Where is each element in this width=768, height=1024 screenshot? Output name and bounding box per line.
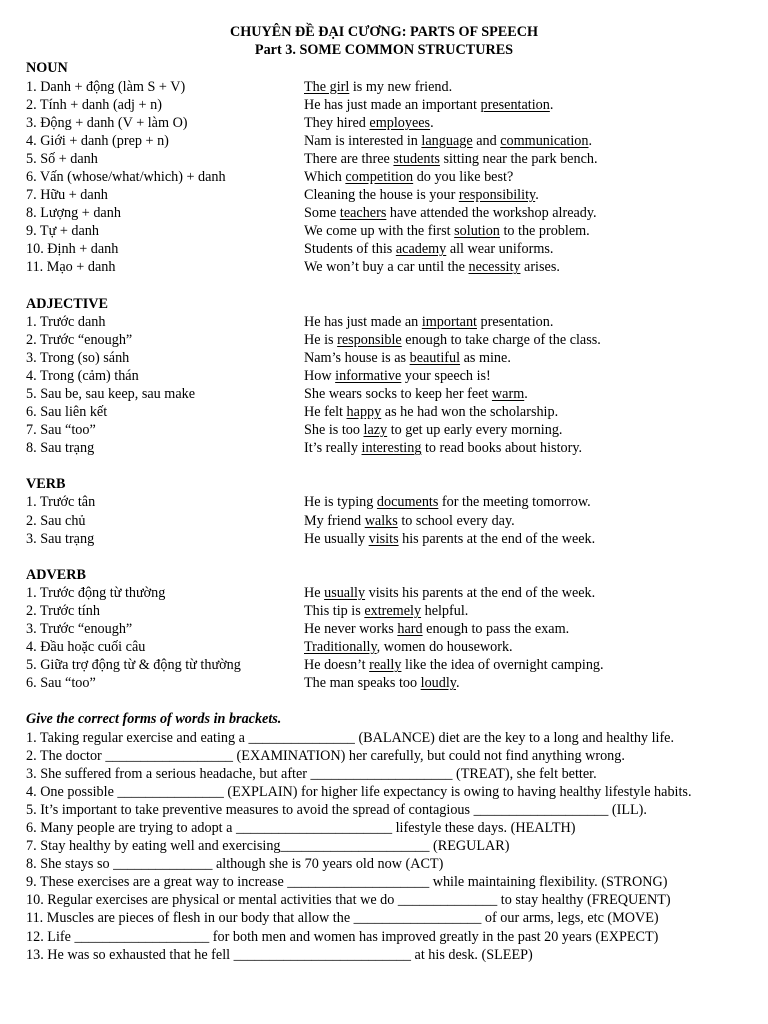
structure-rule: 3. Động + danh (V + làm O) (26, 114, 188, 131)
example-sentence (304, 403, 742, 421)
structure-rule: 8. Sau trạng (26, 440, 95, 457)
sentence-text: do you like best? (413, 168, 514, 185)
highlighted-word: happy (346, 404, 382, 421)
sentence-text: like the idea of overnight camping. (401, 657, 604, 674)
structure-rule: 1. Danh + động (làm S + V) (26, 78, 186, 95)
sentence-text: Nam’s house is as (304, 349, 410, 366)
sentence-text: helpful. (421, 602, 469, 619)
structure-rule: 2. Tính + danh (adj + n) (26, 96, 162, 113)
example-sentence (304, 204, 742, 222)
sentence-text: He felt (304, 404, 347, 421)
structure-row (26, 78, 742, 96)
structure-rule: 6. Sau liên kết (26, 404, 108, 421)
sentence-text: arises. (520, 259, 560, 276)
example-sentence (304, 439, 742, 457)
structure-row (26, 530, 742, 548)
sentence-text: for the meeting tomorrow. (438, 494, 591, 511)
highlighted-word: documents (376, 494, 439, 511)
structure-row (26, 584, 742, 602)
highlighted-word: usually (324, 584, 366, 601)
highlighted-word: informative (335, 367, 402, 384)
highlighted-word: competition (345, 168, 414, 185)
sentence-text: The man speaks too (304, 675, 421, 692)
structure-row (26, 638, 742, 656)
sentence-text: We come up with the first (304, 223, 455, 240)
exercise-item: 8. She stays so ______________ although she is 70 years old now (ACT) (26, 856, 444, 873)
structure-rule: 6. Vấn (whose/what/which) + danh (26, 168, 226, 185)
highlighted-word: communication (500, 132, 589, 149)
structure-row (26, 620, 742, 638)
structure-rule: 10. Định + danh (26, 241, 119, 258)
example-sentence (304, 530, 742, 548)
sentence-text: presentation. (476, 313, 554, 330)
sentence-text: Which (304, 168, 346, 185)
structure-rule: 5. Sau be, sau keep, sau make (26, 386, 196, 402)
example-sentence (304, 638, 742, 656)
example-sentence (304, 620, 742, 638)
structure-rule: 4. Trong (cảm) thán (26, 367, 139, 384)
example-sentence (304, 331, 742, 349)
highlighted-word: language (421, 132, 473, 149)
exercise-item: 11. Muscles are pieces of flesh in our body that allow the __________________ of our arms, legs, etc (MOVE) (26, 910, 659, 927)
sentence-text: enough to take charge of the class. (401, 331, 601, 348)
highlighted-word: presentation (480, 96, 550, 113)
exercise-item: 12. Life ___________________ for both men and women has improved greatly in the past 20 years (EXPECT) (26, 928, 659, 945)
structure-row (26, 114, 742, 132)
section-heading: ADJECTIVE (26, 295, 108, 312)
sentence-text: as mine. (460, 349, 511, 366)
example-sentence (304, 385, 742, 403)
highlighted-word: lazy (363, 422, 388, 439)
highlighted-word: students (393, 150, 440, 167)
structure-row (26, 656, 742, 674)
structure-row (26, 493, 742, 511)
sentence-text: to the problem. (499, 223, 590, 240)
sentence-text: his parents at the end of the week. (398, 530, 596, 547)
structure-rule: 3. Trong (so) sánh (26, 349, 130, 366)
sentence-text: sitting near the park bench. (439, 150, 598, 167)
sentence-text: Some (304, 205, 340, 222)
structure-rule: 5. Số + danh (26, 150, 98, 167)
sentence-text: . (549, 96, 554, 113)
example-sentence (304, 493, 742, 511)
sentence-text: your speech is! (401, 367, 491, 384)
example-sentence (304, 150, 742, 168)
example-sentence (304, 313, 742, 331)
page-subtitle: Part 3. SOME COMMON STRUCTURES (254, 42, 514, 59)
structure-rule: 11. Mạo + danh (26, 259, 116, 276)
example-sentence (304, 78, 742, 96)
structure-row (26, 313, 742, 331)
highlighted-word: extremely (364, 602, 422, 619)
structures-sections (26, 59, 742, 692)
structure-rule: 1. Trước danh (26, 313, 106, 330)
sentence-text: Cleaning the house is your (304, 187, 459, 204)
highlighted-word: walks (364, 512, 398, 529)
structure-rule: 1. Trước động từ thường (26, 584, 166, 601)
example-sentence (304, 367, 742, 385)
highlighted-word: employees (369, 114, 431, 131)
highlighted-word: hard (397, 621, 423, 638)
structure-row (26, 150, 742, 168)
structure-row (26, 258, 742, 276)
exercise-item: 9. These exercises are a great way to increase ____________________ while maintaining flexibility. (STRONG) (26, 874, 668, 891)
exercise-item: 13. He was so exhausted that he fell _________________________ at his desk. (SLEEP) (26, 946, 533, 963)
sentence-text: all wear uniforms. (446, 241, 554, 258)
example-sentence (304, 186, 742, 204)
sentence-text: He never works (304, 621, 398, 638)
sentence-text: This tip is (304, 602, 365, 619)
example-sentence (304, 168, 742, 186)
structure-row (26, 168, 742, 186)
structure-rule: 8. Lượng + danh (26, 205, 121, 222)
exercise-instruction: Give the correct forms of words in brackets. (26, 711, 282, 728)
highlighted-word: necessity (468, 259, 521, 276)
section-spacer (26, 548, 742, 566)
example-sentence (304, 132, 742, 150)
section-heading: VERB (26, 476, 66, 493)
structure-rule: 3. Sau trạng (26, 530, 95, 547)
structure-row (26, 439, 742, 457)
example-sentence (304, 349, 742, 367)
exercise-list (26, 729, 742, 964)
sentence-text: to read books about history. (421, 440, 583, 457)
highlighted-word: solution (454, 223, 500, 240)
sentence-text: have attended the workshop already. (386, 205, 597, 222)
structure-row (26, 512, 742, 530)
structure-row (26, 96, 742, 114)
sentence-text: Nam is interested in (304, 132, 422, 149)
structure-rule: 4. Đầu hoặc cuối câu (26, 639, 146, 656)
sentence-text: He has just made an important (304, 96, 481, 113)
structure-row (26, 132, 742, 150)
page-title: CHUYÊN ĐỀ ĐẠI CƯƠNG: PARTS OF SPEECH (230, 24, 538, 40)
sentence-text: visits his parents at the end of the week. (365, 584, 596, 601)
highlighted-word: really (369, 657, 402, 674)
example-sentence (304, 258, 742, 276)
exercise-item: 1. Taking regular exercise and eating a _______________ (BALANCE) diet are the key to a long and healthy life. (26, 729, 675, 746)
sentence-text: She wears socks to keep her feet (304, 386, 492, 402)
example-sentence (304, 96, 742, 114)
structure-rule: 3. Trước “enough” (26, 621, 133, 638)
section-spacer (26, 457, 742, 475)
structure-row (26, 204, 742, 222)
exercise-item: 6. Many people are trying to adopt a ______________________ lifestyle these days. (HEALTH) (26, 819, 576, 836)
sentence-text: and (472, 132, 501, 149)
sentence-text: There are three (304, 150, 394, 167)
example-sentence (304, 421, 742, 439)
sentence-text: is my new friend. (349, 78, 453, 95)
sentence-text: We won’t buy a car until the (304, 259, 469, 276)
structure-rule: 9. Tự + danh (26, 223, 99, 240)
sentence-text: . (430, 114, 434, 131)
sentence-text: enough to pass the exam. (422, 621, 570, 638)
structure-rule: 6. Sau “too” (26, 675, 96, 692)
example-sentence (304, 114, 742, 132)
sentence-text: He has just made an (304, 313, 422, 330)
highlighted-word: responsibility (458, 187, 536, 204)
structure-row (26, 385, 742, 403)
exercise-item: 7. Stay healthy by eating well and exercising_____________________ (REGULAR) (26, 838, 510, 855)
structure-rule: 4. Giới + danh (prep + n) (26, 132, 169, 149)
sentence-text: to school every day. (397, 512, 515, 529)
highlighted-word: teachers (339, 205, 387, 222)
exercise-item: 5. It’s important to take preventive measures to avoid the spread of contagious ___________________ (ILL). (26, 801, 647, 818)
structure-row (26, 421, 742, 439)
sentence-text: He doesn’t (304, 657, 370, 674)
highlighted-word: academy (395, 241, 447, 258)
structure-rule: 7. Sau “too” (26, 422, 96, 439)
structure-row (26, 403, 742, 421)
example-sentence (304, 674, 742, 692)
exercise-item: 4. One possible _______________ (EXPLAIN) for higher life expectancy is owing to having healthy lifestyle habits. (26, 783, 692, 800)
highlighted-word: beautiful (409, 349, 461, 366)
sentence-text: He is typing (304, 494, 377, 511)
structure-rule: 1. Trước tân (26, 494, 96, 511)
sentence-text: My friend (304, 512, 365, 529)
highlighted-word: Traditionally (304, 639, 377, 656)
exercise-item: 10. Regular exercises are physical or mental activities that we do ______________ to stay healthy (FREQUENT) (26, 892, 671, 909)
sentence-text: He usually (304, 530, 369, 547)
sentence-text: He (304, 584, 325, 601)
structure-rule: 2. Sau chủ (26, 512, 86, 529)
example-sentence (304, 656, 742, 674)
highlighted-word: The girl (304, 78, 350, 95)
sentence-text: . (588, 132, 593, 149)
sentence-text: She is too (304, 422, 364, 439)
sentence-text: , women do housework. (376, 639, 513, 656)
highlighted-word: warm (491, 386, 525, 402)
structure-row (26, 602, 742, 620)
example-sentence (304, 602, 742, 620)
sentence-text: as he had won the scholarship. (381, 404, 559, 421)
structure-row (26, 674, 742, 692)
structure-row (26, 186, 742, 204)
sentence-text: to get up early every morning. (387, 422, 563, 439)
structure-rule: 2. Trước “enough” (26, 331, 133, 348)
structure-row (26, 222, 742, 240)
sentence-text: Students of this (304, 241, 396, 258)
exercise-item: 2. The doctor __________________ (EXAMINATION) her carefully, but could not find anything wrong. (26, 747, 625, 764)
structure-rule: 7. Hữu + danh (26, 187, 108, 204)
highlighted-word: loudly (420, 675, 456, 692)
structure-row (26, 349, 742, 367)
example-sentence (304, 222, 742, 240)
sentence-text: . (535, 187, 539, 204)
sentence-text: He is (304, 331, 338, 348)
exercise-item: 3. She suffered from a serious headache, but after ____________________ (TREAT), she felt better. (26, 765, 597, 782)
sentence-text: How (304, 367, 336, 384)
spacer (26, 692, 742, 710)
structure-row (26, 367, 742, 385)
sentence-text: It’s really (304, 440, 362, 457)
example-sentence (304, 584, 742, 602)
structure-rule: 5. Giữa trợ động từ & động từ thường (26, 657, 241, 674)
structure-row (26, 331, 742, 349)
example-sentence (304, 512, 742, 530)
structure-rule: 2. Trước tính (26, 602, 100, 619)
section-heading: ADVERB (26, 566, 86, 583)
sentence-text: They hired (304, 114, 370, 131)
sentence-text: . (455, 675, 460, 692)
sentence-text: . (524, 386, 528, 402)
structure-row (26, 240, 742, 258)
highlighted-word: visits (368, 530, 399, 547)
section-heading: NOUN (26, 60, 68, 77)
highlighted-word: important (421, 313, 477, 330)
highlighted-word: responsible (337, 331, 402, 348)
example-sentence (304, 240, 742, 258)
section-spacer (26, 277, 742, 295)
highlighted-word: interesting (361, 440, 422, 457)
